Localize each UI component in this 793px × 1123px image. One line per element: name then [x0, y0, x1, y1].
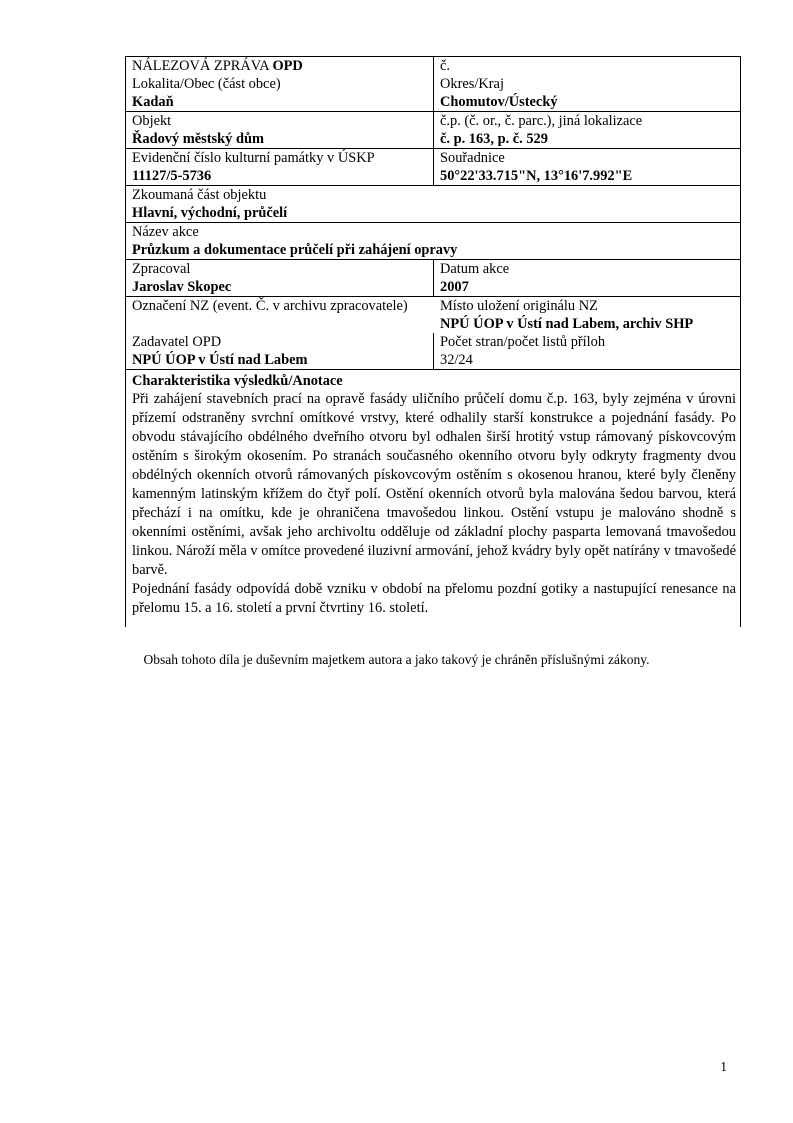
row-client — [125, 333, 741, 369]
nz-label: Označení NZ (event. Č. v archivu zpracovatele) — [132, 298, 408, 314]
address-label: č.p. (č. or., č. parc.), jiná lokalizace — [440, 113, 643, 129]
row-action — [125, 222, 741, 259]
client-label: Zadavatel OPD — [132, 334, 222, 350]
date-value: 2007 — [440, 279, 469, 295]
annotation-paragraph: Pojednání fasády odpovídá době vzniku v období na přelomu pozdní gotiky a nastupující renesance na přelomu 15. a 16. století a první čtvrtiny 16. století. — [132, 581, 736, 616]
author-label: Zpracoval — [132, 261, 191, 277]
part-value: Hlavní, východní, průčelí — [132, 205, 288, 221]
evidence-value: 11127/5-5736 — [132, 168, 212, 184]
object-value: Řadový městský dům — [132, 131, 264, 147]
row-evidence — [125, 148, 741, 185]
locality-value: Kadaň — [132, 94, 174, 110]
pages-label: Počet stran/počet listů příloh — [440, 334, 606, 350]
part-label: Zkoumaná část objektu — [132, 187, 267, 203]
district-label: Okres/Kraj — [440, 76, 504, 92]
author-value: Jaroslav Skopec — [132, 279, 232, 295]
district-value: Chomutov/Ústecký — [440, 94, 558, 110]
annotation-title: Charakteristika výsledků/Anotace — [132, 373, 343, 389]
row-object — [125, 111, 741, 148]
report-title: NÁLEZOVÁ ZPRÁVA OPD — [132, 58, 303, 74]
client-value: NPÚ ÚOP v Ústí nad Labem — [132, 352, 308, 368]
report-form — [125, 56, 741, 627]
number-label: č. — [440, 58, 450, 74]
pages-value: 32/24 — [440, 352, 473, 368]
evidence-label: Evidenční číslo kulturní památky v ÚSKP — [132, 150, 375, 166]
annotation-paragraph: Při zahájení stavebních prací na opravě fasády uličního průčelí domu č.p. 163, byly zejména v úrovni přízemí odstraněny svrchní omítkové vrstvy, které odhalily starší konstrukce a pojednání fasády. Po obvodu stávajícího obdélného dveřního otvoru byl odhalen širší hrotitý vstup rámovaný pískovcovým ostěním s širokým okosením. Po stranách současného okenního otvoru byly odkryty fragmenty dvou obdélných okenních otvorů rámovaných pískovcovým ostěním s okosenou hranou, které byly členěny kamenným latinským křížem do čtyř polí. Ostění okenních otvorů byla malována šedou barvou, která přechází i na omítku, kde je ohraničena tmavošedou linkou. Ostění vstupu je malováno shodně s okenními ostěními, avšak jeho archivoltu odděluje od základní plochy pasparta lemovaná tmavošedou linkou. Nároží měla v omítce provedené iluzivní armování, jehož kvádry byly opět natírány v tmavošedé barvě. — [132, 391, 736, 578]
annotation-section — [125, 369, 741, 627]
storage-label: Místo uložení originálu NZ — [440, 298, 598, 314]
row-part — [125, 185, 741, 222]
address-value: č. p. 163, p. č. 529 — [440, 131, 548, 147]
coords-label: Souřadnice — [440, 150, 505, 166]
row-nz — [125, 296, 741, 333]
row-title — [125, 56, 741, 111]
row-author — [125, 259, 741, 296]
date-label: Datum akce — [440, 261, 510, 277]
object-label: Objekt — [132, 113, 172, 129]
copyright-note: Obsah tohoto díla je duševním majetkem autora a jako takový je chráněn příslušnými zákony. — [143, 652, 650, 667]
coords-value: 50°22'33.715"N, 13°16'7.992"E — [440, 168, 633, 184]
action-value: Průzkum a dokumentace průčelí při zahájení opravy — [132, 242, 458, 258]
page-number: 1 — [720, 1059, 727, 1074]
locality-label: Lokalita/Obec (část obce) — [132, 76, 281, 92]
storage-value: NPÚ ÚOP v Ústí nad Labem, archiv SHP — [440, 316, 694, 332]
action-label: Název akce — [132, 224, 199, 240]
